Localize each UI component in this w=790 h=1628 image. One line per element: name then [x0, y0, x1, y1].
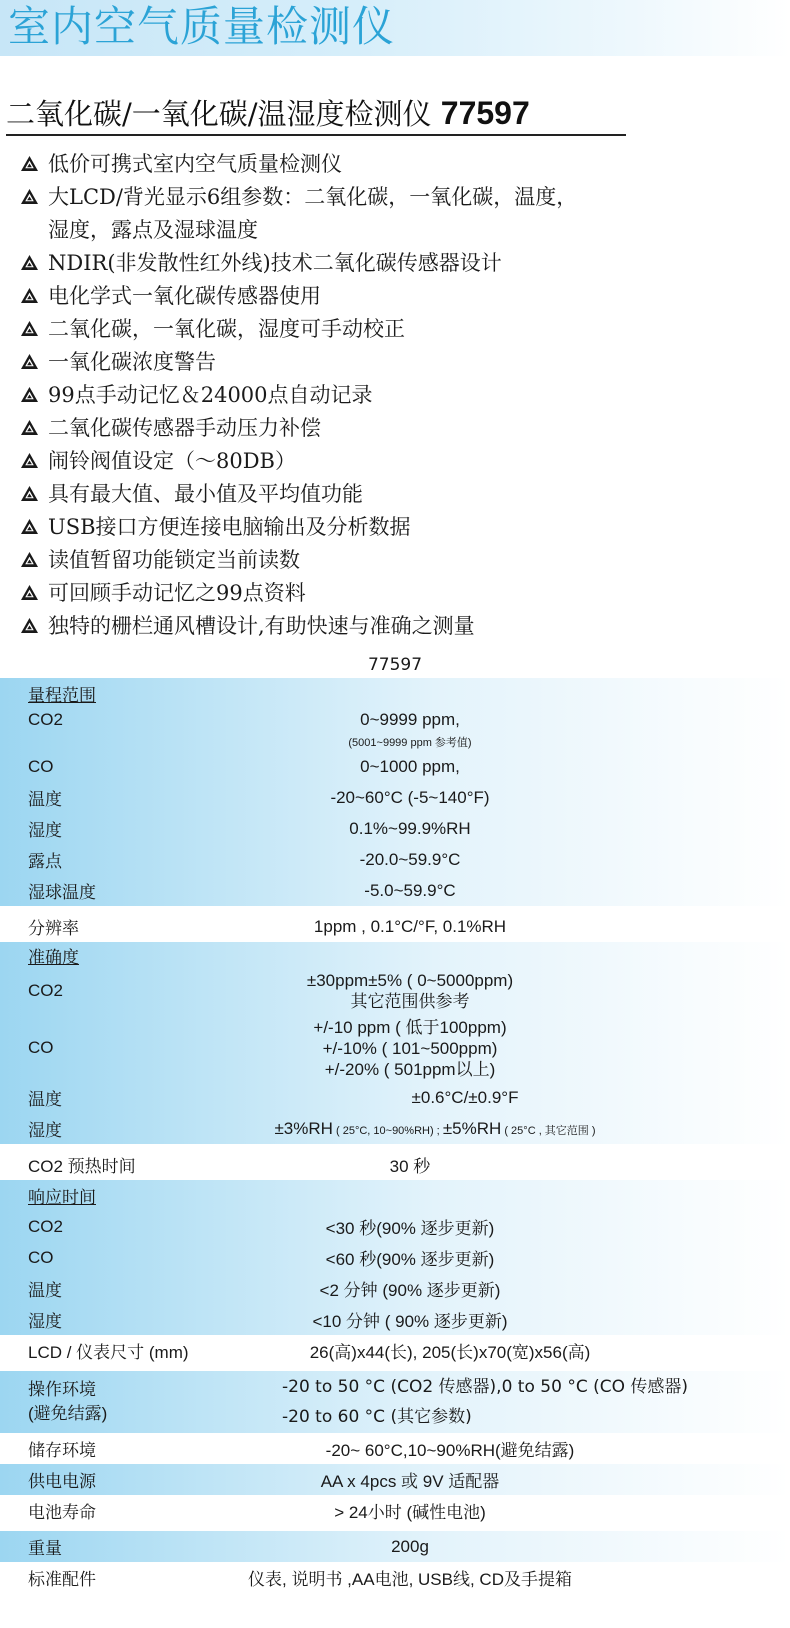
response-co2-label: CO2 — [28, 1216, 63, 1236]
range-dew-value: -20.0~59.9°C — [359, 849, 461, 869]
feature-text: 读值暂留功能锁定当前读数 — [48, 548, 300, 572]
size-section — [0, 1335, 790, 1366]
resolution-value: 1ppm , 0.1°C/°F, 0.1%RH — [313, 916, 507, 936]
accuracy-hum-label: 湿度 — [28, 1121, 62, 1140]
triangle-bullet-icon — [20, 155, 39, 172]
range-co2-label: CO2 — [28, 710, 63, 729]
operating-value-line1: -20 to 50 °C (CO2 传感器),0 to 50 °C (CO 传感器) — [282, 1377, 689, 1397]
product-title-text: 二氧化碳/一氧化碳/温湿度检测仪 — [6, 97, 441, 131]
feature-item — [16, 313, 776, 346]
accuracy-co-label: CO — [28, 1038, 54, 1057]
feature-item — [16, 346, 776, 379]
feature-item — [16, 544, 776, 577]
accuracy-temp-value: ±0.6°C/±0.9°F — [411, 1087, 519, 1107]
product-model: 77597 — [440, 95, 530, 131]
triangle-bullet-icon — [20, 551, 39, 568]
feature-item — [16, 445, 776, 478]
weight-value: 200g — [391, 1536, 429, 1556]
feature-text: 低价可携式室内空气质量检测仪 — [48, 152, 342, 176]
power-value: AA x 4pcs 或 9V 适配器 — [320, 1472, 500, 1491]
feature-text: NDIR(非发散性红外线)技术二氧化碳传感器设计 — [48, 251, 502, 275]
range-dew-label: 露点 — [28, 852, 62, 871]
accuracy-co-line1: +/-10 ppm ( 低于100ppm) — [313, 1017, 507, 1037]
spec-model-header: 77597 — [367, 655, 423, 675]
response-temp-label: 温度 — [28, 1281, 62, 1300]
preheat-value: 30 秒 — [389, 1157, 431, 1176]
feature-text: 电化学式一氧化碳传感器使用 — [48, 284, 321, 308]
operating-value-line2: -20 to 60 °C (其它参数) — [282, 1407, 472, 1427]
feature-item — [16, 148, 776, 181]
weight-label: 重量 — [28, 1539, 62, 1558]
feature-item — [16, 379, 776, 412]
range-co-value: 0~1000 ppm, — [360, 756, 460, 776]
accessories-value: 仪表, 说明书 ,AA电池, USB线, CD及手提箱 — [248, 1570, 572, 1589]
triangle-bullet-icon — [20, 452, 39, 469]
range-hum-label: 湿度 — [28, 821, 62, 840]
response-hum-value: <10 分钟 ( 90% 逐步更新) — [312, 1312, 508, 1331]
triangle-bullet-icon — [20, 353, 39, 370]
accuracy-section — [0, 942, 790, 1144]
feature-list — [16, 148, 776, 643]
weight-section — [0, 1531, 790, 1562]
triangle-bullet-icon — [20, 320, 39, 337]
preheat-label: CO2 预热时间 — [28, 1157, 136, 1176]
spec-table — [0, 678, 790, 1593]
triangle-bullet-icon — [20, 485, 39, 502]
triangle-bullet-icon — [20, 188, 39, 205]
feature-text: 独特的栅栏通风槽设计,有助快速与准确之测量 — [48, 614, 475, 638]
feature-item — [16, 181, 776, 214]
storage-label: 储存环境 — [28, 1441, 96, 1460]
storage-section — [0, 1433, 790, 1464]
accuracy-hum-value-a: ±3%RH — [274, 1118, 333, 1138]
feature-text: 具有最大值、最小值及平均值功能 — [48, 482, 363, 506]
accuracy-hum-note-a: ( 25°C, 10~90%RH) ; — [332, 1124, 443, 1137]
response-temp-value: <2 分钟 (90% 逐步更新) — [319, 1281, 501, 1300]
title-banner — [0, 0, 790, 56]
triangle-bullet-icon — [20, 617, 39, 634]
accuracy-hum-note-b: ( 25°C , 其它范围 ) — [501, 1124, 596, 1137]
range-temp-label: 温度 — [28, 790, 62, 809]
feature-text: USB接口方便连接电脑输出及分析数据 — [48, 515, 411, 539]
triangle-bullet-icon — [20, 254, 39, 271]
feature-text: 一氧化碳浓度警告 — [48, 350, 216, 374]
feature-item — [16, 280, 776, 313]
range-hum-value: 0.1%~99.9%RH — [349, 818, 471, 838]
feature-item — [16, 511, 776, 544]
size-value: 26(高)x44(长), 205(长)x70(宽)x56(高) — [309, 1343, 591, 1362]
response-co-value: <60 秒(90% 逐步更新) — [325, 1250, 495, 1269]
preheat-section — [0, 1149, 790, 1180]
accuracy-co2-line2: 其它范围供参考 — [350, 992, 470, 1011]
accuracy-header: 准确度 — [28, 947, 79, 967]
accuracy-co-line2: +/-10% ( 101~500ppm) — [322, 1038, 498, 1058]
range-wet-value: -5.0~59.9°C — [364, 880, 456, 900]
feature-text: 99点手动记忆＆24000点自动记录 — [48, 383, 373, 407]
battery-label: 电池寿命 — [28, 1503, 96, 1522]
accuracy-hum-value-b: ±5%RH — [442, 1118, 502, 1138]
resolution-label: 分辨率 — [28, 919, 79, 938]
range-co2-note: (5001~9999 ppm 参考值) — [348, 737, 472, 749]
triangle-bullet-icon — [20, 287, 39, 304]
feature-item — [16, 478, 776, 511]
response-hum-label: 湿度 — [28, 1312, 62, 1331]
triangle-bullet-icon — [20, 584, 39, 601]
range-temp-value: -20~60°C (-5~140°F) — [330, 787, 490, 807]
response-co-label: CO — [28, 1247, 54, 1267]
feature-item — [16, 412, 776, 445]
accuracy-co2-line1: ±30ppm±5% ( 0~5000ppm) — [306, 971, 514, 990]
range-section — [0, 678, 790, 906]
operating-section — [0, 1371, 790, 1433]
accuracy-temp-label: 温度 — [28, 1090, 62, 1109]
battery-value: > 24小时 (碱性电池) — [334, 1503, 486, 1522]
feature-text: 二氧化碳传感器手动压力补偿 — [48, 416, 321, 440]
feature-item — [16, 577, 776, 610]
feature-text: 可回顾手动记忆之99点资料 — [48, 581, 306, 605]
product-title — [6, 92, 626, 136]
triangle-bullet-icon — [20, 419, 39, 436]
range-header: 量程范围 — [28, 686, 96, 705]
banner-title: 室内空气质量检测仪 — [8, 2, 396, 51]
size-label: LCD / 仪表尺寸 (mm) — [28, 1343, 189, 1362]
feature-text: 大LCD/背光显示6组参数：二氧化碳，一氧化碳，温度， — [48, 185, 578, 209]
operating-label-line1: 操作环境 — [28, 1380, 96, 1399]
accuracy-co2-label: CO2 — [28, 981, 63, 1000]
feature-text: 二氧化碳，一氧化碳，湿度可手动校正 — [48, 317, 405, 341]
operating-label-line2: (避免结露) — [28, 1404, 108, 1423]
battery-section — [0, 1495, 790, 1526]
response-section — [0, 1180, 790, 1335]
response-co2-value: <30 秒(90% 逐步更新) — [325, 1219, 495, 1238]
range-co2-value: 0~9999 ppm, — [360, 710, 460, 729]
accuracy-co-line3: +/-20% ( 501ppm以上) — [324, 1059, 496, 1079]
power-section — [0, 1464, 790, 1495]
feature-text: 闹铃阀值设定（～80DB） — [48, 449, 296, 473]
accessories-section — [0, 1562, 790, 1593]
response-header: 响应时间 — [28, 1188, 96, 1207]
feature-item — [16, 247, 776, 280]
power-label: 供电电源 — [28, 1472, 96, 1491]
resolution-section — [0, 911, 790, 942]
triangle-bullet-icon — [20, 518, 39, 535]
range-wet-label: 湿球温度 — [28, 883, 96, 902]
feature-item — [16, 214, 776, 247]
feature-item — [16, 610, 776, 643]
storage-value: -20~ 60°C,10~90%RH(避免结露) — [325, 1441, 575, 1460]
triangle-bullet-icon — [20, 386, 39, 403]
accessories-label: 标准配件 — [28, 1570, 96, 1589]
feature-text: 湿度，露点及湿球温度 — [48, 218, 258, 242]
range-co-label: CO — [28, 756, 54, 776]
